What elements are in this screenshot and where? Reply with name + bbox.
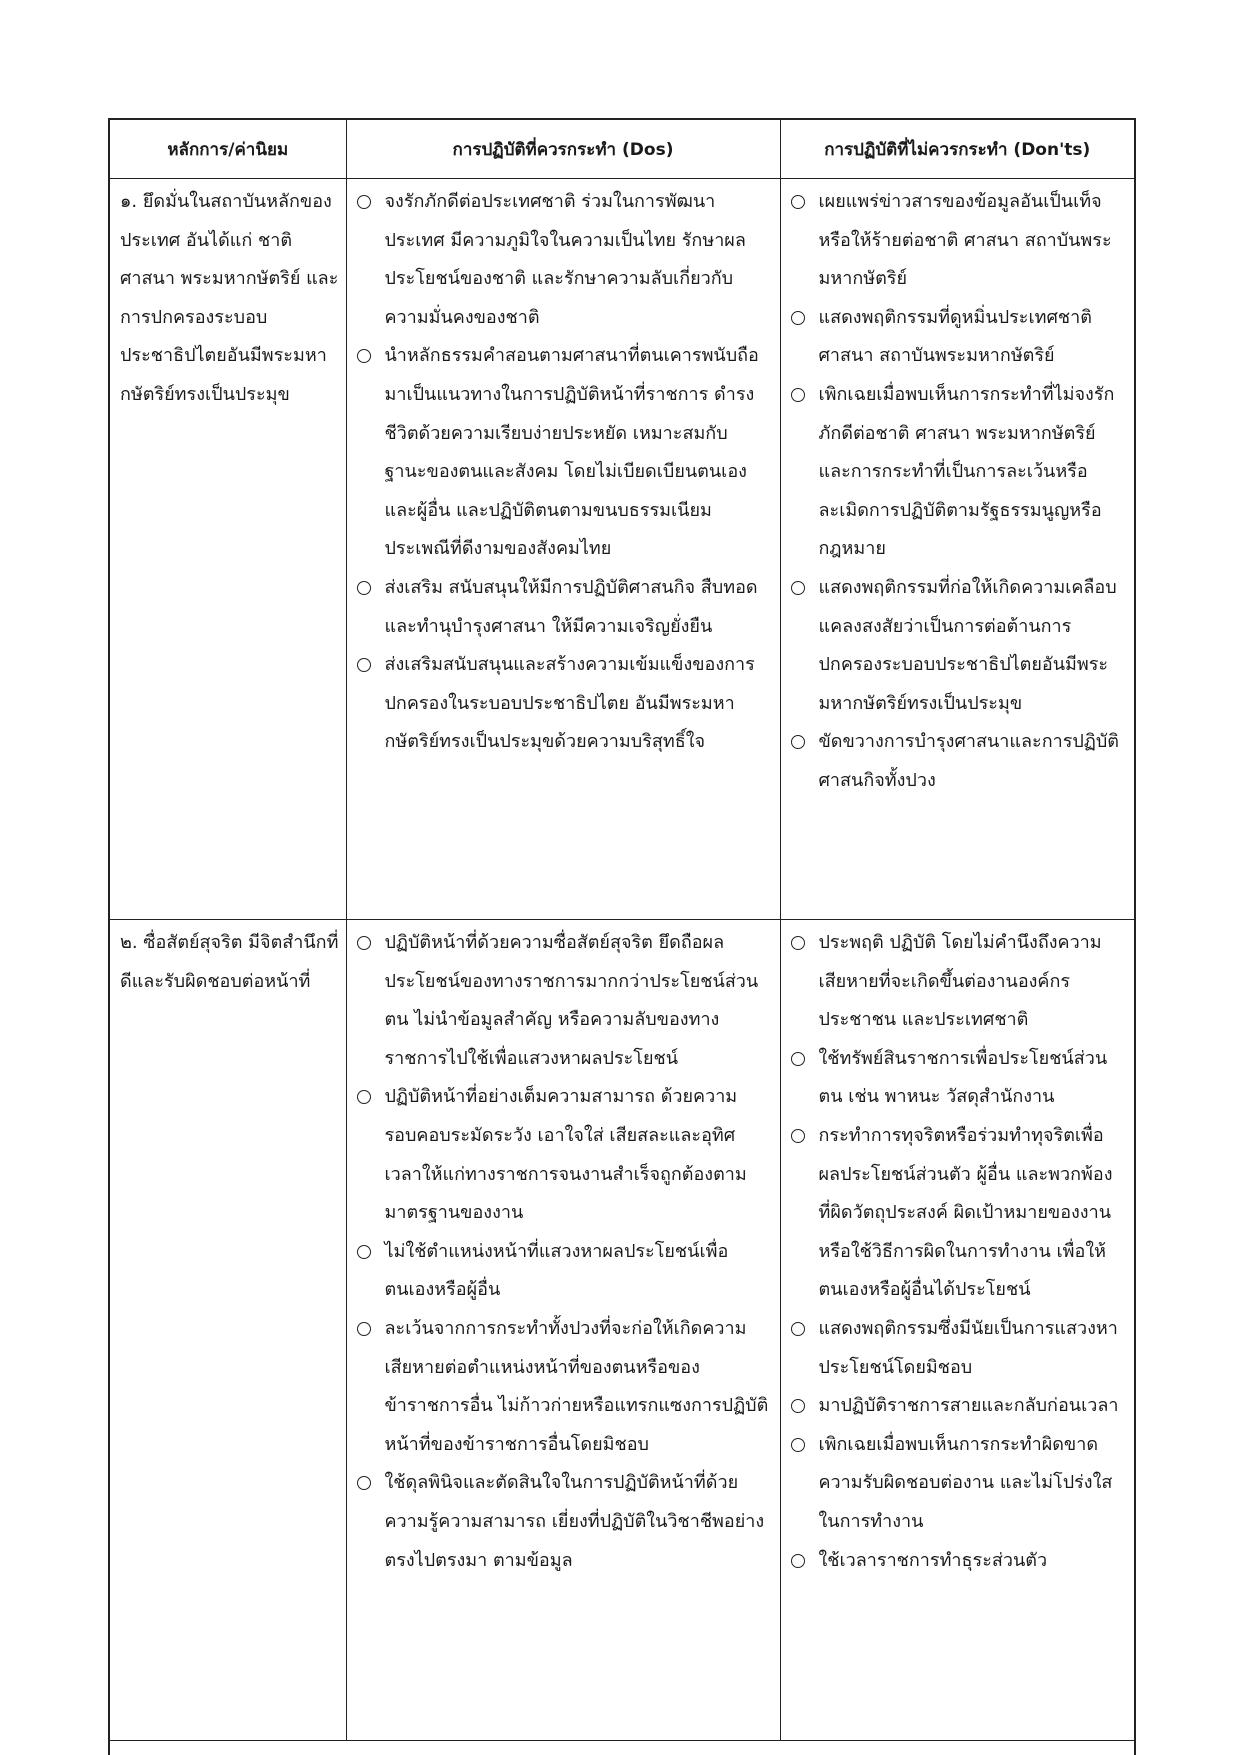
list-item (789, 376, 1125, 569)
list-item-text: ไม่ใช้ตำแหน่งหน้าที่แสวงหาผลประโยชน์เพื่อตนเองหรือผู้อื่น (384, 1240, 729, 1301)
principle-cell (110, 179, 346, 920)
list-item (789, 1040, 1125, 1117)
header-row (110, 120, 1134, 179)
circle-bullet-icon (791, 735, 805, 749)
list-item (789, 1387, 1125, 1426)
list-item-text: ส่งเสริมสนับสนุนและสร้างความเข้มแข็งของการปกครองในระบอบประชาธิปไตย อันมีพระมหากษัตริย์ทรงเป็นประมุขด้วยความบริสุทธิ์ใจ (384, 654, 755, 753)
list-item-text: แสดงพฤติกรรมซึ่งมีนัยเป็นการแสวงหาประโยชน์โดยมิชอบ (818, 1317, 1118, 1378)
list-item (355, 1233, 770, 1310)
list-item-text: เพิกเฉยเมื่อพบเห็นการกระทำที่ไม่จงรักภักดีต่อชาติ ศาสนา พระมหากษัตริย์และการกระทำที่เป็นการละเว้นหรือละเมิดการปฏิบัติตามรัฐธรรมนูญหรือกฎหมาย (818, 383, 1115, 560)
dos-cell (346, 920, 780, 1741)
guidelines-table (110, 120, 1134, 1741)
circle-bullet-icon (791, 1438, 805, 1452)
list-item-text: ปฏิบัติหน้าที่อย่างเต็มความสามารถ ด้วยความรอบคอบระมัดระวัง เอาใจใส่ เสียสละและอุทิศเวลาให้แก่ทางราชการจนงานสำเร็จถูกต้องตามมาตรฐานของงาน (384, 1086, 747, 1224)
dos-list (347, 920, 780, 1580)
table-row (110, 179, 1134, 920)
list-item-text: แสดงพฤติกรรมที่ก่อให้เกิดความเคลือบแคลงสงสัยว่าเป็นการต่อต้านการปกครองระบอบประชาธิปไตยอันมีพระมหากษัตริย์ทรงเป็นประมุข (818, 576, 1117, 714)
circle-bullet-icon (791, 1399, 805, 1413)
circle-bullet-icon (357, 1245, 371, 1259)
list-item-text: ปฏิบัติหน้าที่ด้วยความซื่อสัตย์สุจริต ยึดถือผลประโยชน์ของทางราชการมากกว่าประโยชน์ส่วนตน ไม่นำข้อมูลสำคัญ หรือความลับของทางราชการไปใช้เพื่อแสวงหาผลประโยชน์ (384, 932, 759, 1069)
principle-text: ๑. ยึดมั่นในสถาบันหลักของประเทศ อันได้แก่ ชาติ ศาสนา พระมหากษัตริย์ และการปกครองระบอบประชาธิปไตยอันมีพระมหากษัตริย์ทรงเป็นประมุข (120, 191, 339, 405)
list-item (355, 1078, 770, 1232)
header-donts: การปฏิบัติที่ไม่ควรกระทำ (Don'ts) (780, 120, 1134, 179)
list-item (789, 1117, 1125, 1310)
list-item-text: ส่งเสริม สนับสนุนให้มีการปฏิบัติศาสนกิจ สืบทอดและทำนุบำรุงศาสนา ให้มีความเจริญยั่งยืน (384, 576, 758, 637)
circle-bullet-icon (357, 1476, 371, 1490)
list-item-text: ใช้ทรัพย์สินราชการเพื่อประโยชน์ส่วนตน เช่น พาหนะ วัสดุสำนักงาน (818, 1047, 1108, 1108)
header-principle: หลักการ/ค่านิยม (110, 120, 346, 179)
list-item (789, 1310, 1125, 1387)
list-item-text: ละเว้นจากการกระทำทั้งปวงที่จะก่อให้เกิดความเสียหายต่อตำแหน่งหน้าที่ของตนหรือของข้าราชการอื่น ไม่ก้าวก่ายหรือแทรกแซงการปฏิบัติหน้าที่ของข้าราชการอื่นโดยมิชอบ (384, 1317, 769, 1455)
list-item-text: จงรักภักดีต่อประเทศชาติ ร่วมในการพัฒนาประเทศ มีความภูมิใจในความเป็นไทย รักษาผลประโยชน์ของชาติ และรักษาความลับเกี่ยวกับความมั่นคงของชาติ (384, 191, 746, 328)
list-item-text: เพิกเฉยเมื่อพบเห็นการกระทำผิดขาดความรับผิดชอบต่องาน และไม่โปร่งใสในการทำงาน (818, 1433, 1113, 1532)
list-item-text: นำหลักธรรมคำสอนตามศาสนาที่ตนเคารพนับถือมาเป็นแนวทางในการปฏิบัติหน้าที่ราชการ ดำรงชีวิตด้วยความเรียบง่ายประหยัด เหมาะสมกับฐานะของตนและสังคม โดยไม่เบียดเบียนตนเองและผู้อื่น และปฏิบัติตนตามขนบธรรมเนียมประเพณีที่ดีงามของสังคมไทย (384, 345, 759, 560)
donts-cell (780, 920, 1134, 1741)
circle-bullet-icon (357, 1090, 371, 1104)
list-item-text: ใช้เวลาราชการทำธุระส่วนตัว (818, 1549, 1048, 1571)
header-dos: การปฏิบัติที่ควรกระทำ (Dos) (346, 120, 780, 179)
circle-bullet-icon (791, 311, 805, 325)
circle-bullet-icon (357, 936, 371, 950)
circle-bullet-icon (791, 581, 805, 595)
list-item-text: แสดงพฤติกรรมที่ดูหมิ่นประเทศชาติ ศาสนา สถาบันพระมหากษัตริย์ (818, 306, 1092, 367)
circle-bullet-icon (791, 1129, 805, 1143)
list-item (789, 1542, 1125, 1581)
donts-list (781, 920, 1135, 1580)
list-item (355, 569, 770, 646)
donts-cell (780, 179, 1134, 920)
circle-bullet-icon (357, 349, 371, 363)
list-item (789, 723, 1125, 800)
circle-bullet-icon (791, 936, 805, 950)
list-item (355, 183, 770, 337)
circle-bullet-icon (357, 581, 371, 595)
table-row (110, 920, 1134, 1741)
principle-text: ๒. ซื่อสัตย์สุจริต มีจิตสำนึกที่ดีและรับผิดชอบต่อหน้าที่ (120, 932, 339, 992)
list-item (355, 646, 770, 762)
list-item-text: ขัดขวางการบำรุงศาสนาและการปฏิบัติศาสนกิจทั้งปวง (818, 731, 1119, 791)
list-item-text: กระทำการทุจริตหรือร่วมทำทุจริตเพื่อผลประโยชน์ส่วนตัว ผู้อื่น และพวกพ้อง ที่ผิดวัตถุประสงค์ ผิดเป้าหมายของงาน หรือใช้วิธีการผิดในการทำงาน เพื่อให้ตนเองหรือผู้อื่นได้ประโยชน์ (818, 1124, 1113, 1301)
dos-list (347, 179, 780, 762)
list-item (789, 299, 1125, 376)
list-item (355, 337, 770, 569)
circle-bullet-icon (791, 1554, 805, 1568)
donts-list (781, 179, 1135, 801)
list-item (355, 1310, 770, 1464)
list-item-text: เผยแพร่ข่าวสารของข้อมูลอันเป็นเท็จหรือให้ร้ายต่อชาติ ศาสนา สถาบันพระมหากษัตริย์ (818, 191, 1112, 290)
list-item-text: มาปฏิบัติราชการสายและกลับก่อนเวลา (818, 1395, 1119, 1417)
list-item-text: ใช้ดุลพินิจและตัดสินใจในการปฏิบัติหน้าที่ด้วยความรู้ความสามารถ เยี่ยงที่ปฏิบัติในวิชาชีพอย่างตรงไปตรงมา ตามข้อมูล (384, 1472, 765, 1571)
list-item (355, 924, 770, 1078)
guidelines-table-container (108, 118, 1136, 1755)
circle-bullet-icon (357, 195, 371, 209)
circle-bullet-icon (791, 388, 805, 402)
circle-bullet-icon (357, 1322, 371, 1336)
circle-bullet-icon (791, 1052, 805, 1066)
list-item (789, 924, 1125, 1040)
dos-cell (346, 179, 780, 920)
list-item (789, 1426, 1125, 1542)
list-item (789, 569, 1125, 723)
list-item (355, 1464, 770, 1580)
circle-bullet-icon (791, 1322, 805, 1336)
circle-bullet-icon (791, 195, 805, 209)
list-item-text: ประพฤติ ปฏิบัติ โดยไม่คำนึงถึงความเสียหายที่จะเกิดขึ้นต่องานองค์กร ประชาชน และประเทศชาติ (818, 932, 1102, 1031)
circle-bullet-icon (357, 658, 371, 672)
principle-cell (110, 920, 346, 1741)
list-item (789, 183, 1125, 299)
